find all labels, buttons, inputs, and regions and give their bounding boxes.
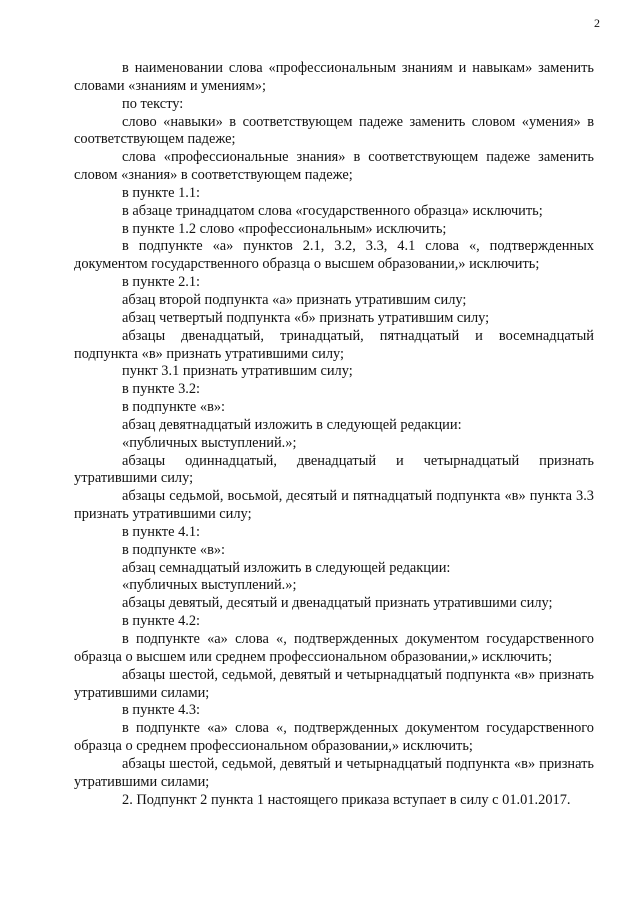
paragraph: в пункте 4.3: (122, 702, 201, 719)
paragraph: в подпункте «в»: (122, 541, 226, 558)
paragraph: по тексту: (122, 95, 184, 112)
paragraph: в подпункте «а» слова «, подтвержденных документом государственного образца о среднем профессиональном образовании,» исключить; (74, 720, 594, 755)
paragraph: в подпункте «а» пунктов 2.1, 3.2, 3.3, 4.1 слова «, подтвержденных документом государственного образца о высшем образовании,» исключить; (74, 238, 594, 273)
paragraph: в подпункте «а» слова «, подтвержденных документом государственного образца о высшем или среднем профессиональном образовании,» исключить; (74, 631, 594, 665)
paragraph: 2. Подпункт 2 пункта 1 настоящего приказа вступает в силу с 01.01.2017. (122, 791, 571, 808)
paragraph: абзацы девятый, десятый и двенадцатый признать утратившими силу; (122, 595, 553, 612)
paragraph: слово «навыки» в соответствующем падеже заменить словом «умения» в соответствующем падеже; (74, 113, 594, 148)
paragraph: абзац девятнадцатый изложить в следующей редакции: (122, 416, 462, 433)
paragraph: пункт 3.1 признать утратившим силу; (122, 363, 353, 380)
page-number: 2 (594, 16, 600, 30)
paragraph: слова «профессиональные знания» в соответствующем падеже заменить словом «знания» в соответствующем падеже; (74, 149, 594, 184)
paragraph: в пункте 4.2: (122, 613, 201, 630)
paragraph: в подпункте «в»: (122, 399, 226, 416)
paragraph: в пункте 3.2: (122, 381, 201, 398)
paragraph: в абзаце тринадцатом слова «государственного образца» исключить; (122, 202, 543, 219)
document-body (74, 60, 594, 809)
paragraph: абзацы шестой, седьмой, девятый и четырнадцатый подпункта «в» признать утратившими силами; (74, 755, 594, 790)
paragraph: в пункте 1.1: (122, 184, 201, 201)
paragraph: в пункте 4.1: (122, 523, 201, 540)
paragraph: в пункте 1.2 слово «профессиональным» исключить; (122, 220, 447, 237)
paragraph: абзацы шестой, седьмой, девятый и четырнадцатый подпункта «в» признать утратившими силами; (74, 666, 594, 701)
paragraph: в наименовании слова «профессиональным знаниям и навыкам» заменить словами «знаниям и умениям»; (74, 60, 594, 94)
paragraph: абзацы седьмой, восьмой, десятый и пятнадцатый подпункта «в» пункта 3.3 признать утратившими силу; (74, 488, 594, 523)
paragraph: «публичных выступлений.»; (122, 434, 297, 451)
paragraph: абзац четвертый подпункта «б» признать утратившим силу; (122, 309, 490, 326)
paragraph: абзацы одиннадцатый, двенадцатый и четырнадцатый признать утратившими силу; (74, 452, 594, 487)
paragraph: «публичных выступлений.»; (122, 577, 297, 594)
paragraph: в пункте 2.1: (122, 274, 201, 291)
paragraph: абзац второй подпункта «а» признать утратившим силу; (122, 291, 467, 308)
paragraph: абзацы двенадцатый, тринадцатый, пятнадцатый и восемнадцатый подпункта «в» признать утратившими силу; (74, 327, 594, 362)
paragraph: абзац семнадцатый изложить в следующей редакции: (122, 559, 451, 576)
